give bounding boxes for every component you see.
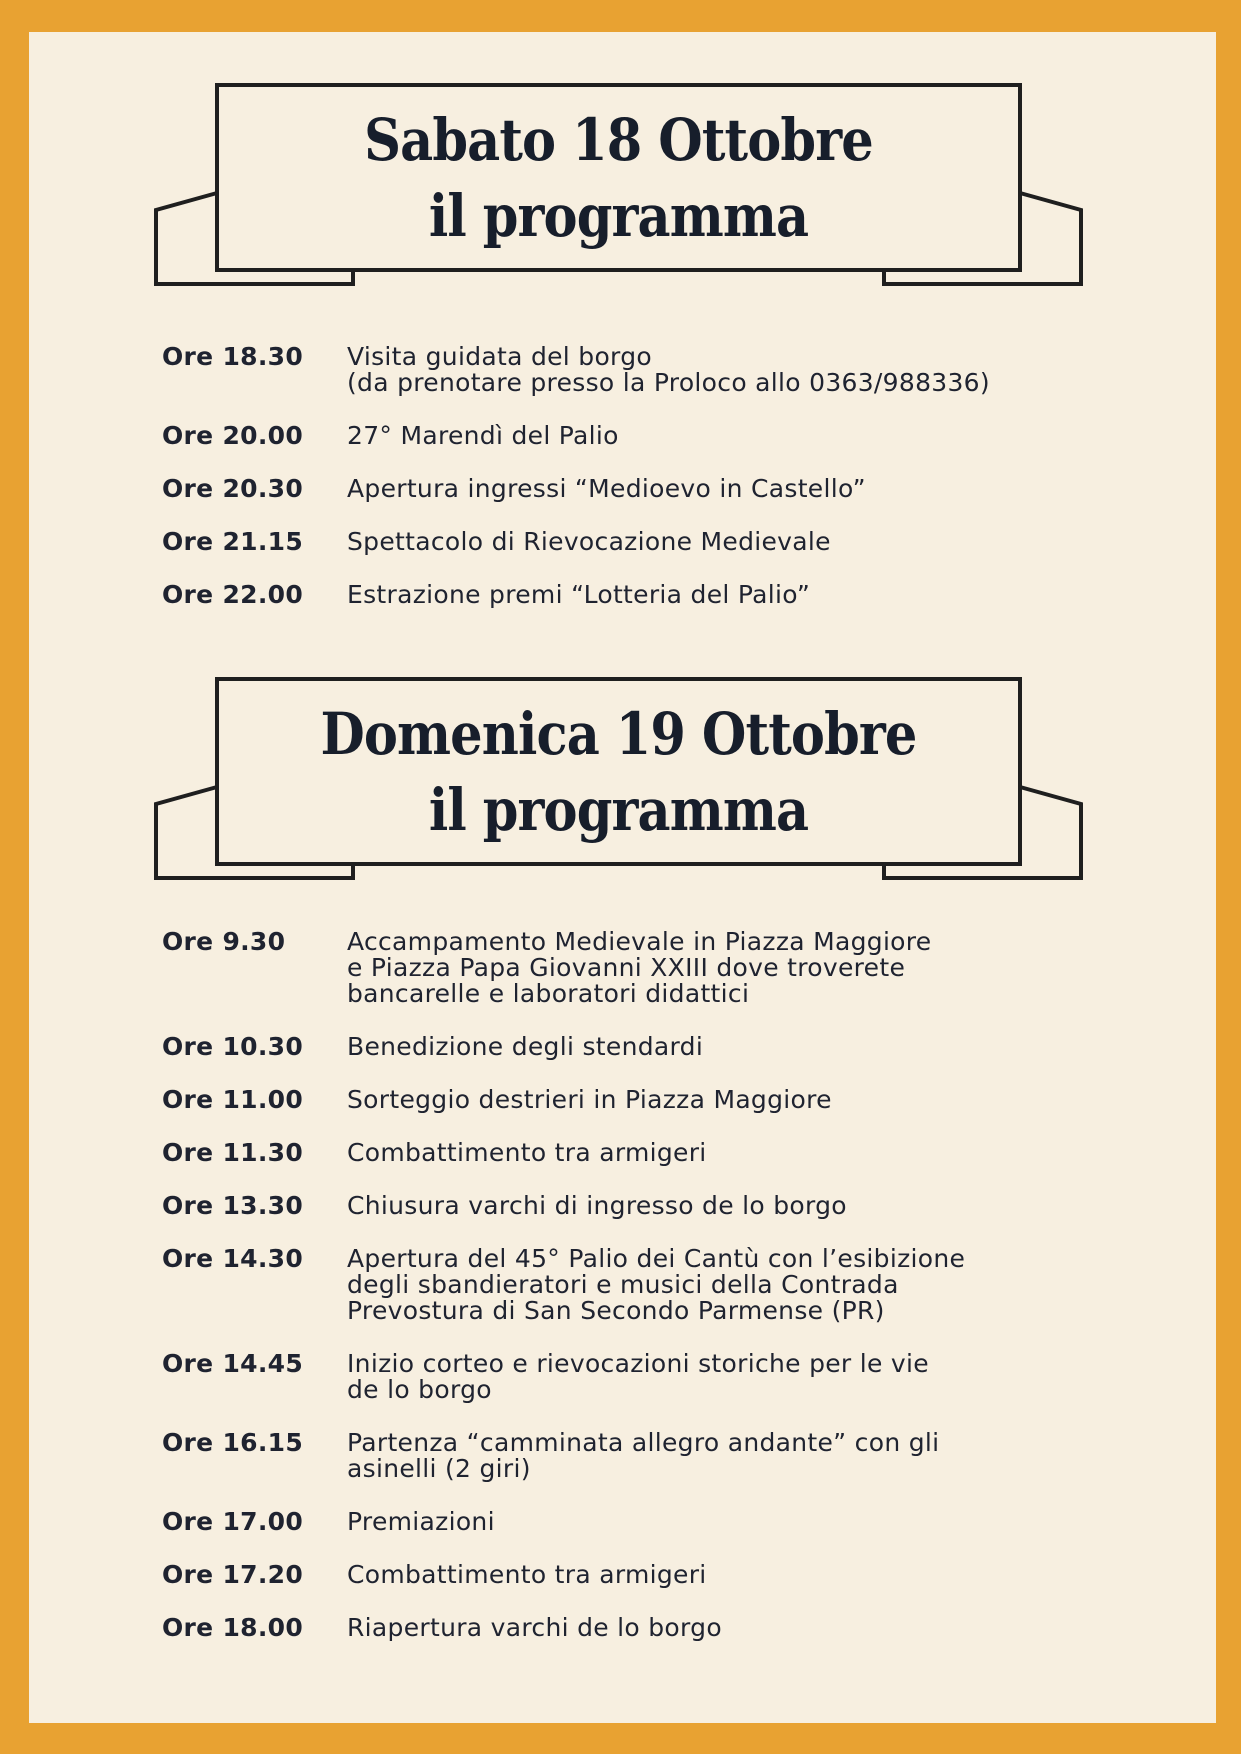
schedule-item bbox=[162, 1140, 1122, 1166]
saturday-title-line2: il programma bbox=[428, 181, 809, 250]
schedule-item bbox=[162, 1246, 1122, 1324]
event-description bbox=[347, 1509, 1122, 1535]
event-description-line: Prevostura di San Secondo Parmense (PR) bbox=[347, 1296, 885, 1325]
event-time: Ore 22.00 bbox=[162, 580, 304, 609]
event-description bbox=[347, 529, 1122, 555]
event-description bbox=[347, 582, 1122, 608]
event-description bbox=[347, 1140, 1122, 1166]
event-description-line: Benedizione degli stendardi bbox=[347, 1032, 704, 1061]
schedule-item bbox=[162, 529, 1122, 555]
event-description-line: Premiazioni bbox=[347, 1507, 495, 1536]
event-time: Ore 20.30 bbox=[162, 474, 304, 503]
event-description-line: (da prenotare presso la Proloco allo 0363/988336) bbox=[347, 368, 990, 397]
event-description-line: Spettacolo di Rievocazione Medievale bbox=[347, 527, 831, 556]
event-description bbox=[347, 1615, 1122, 1641]
event-description-line: Sorteggio destrieri in Piazza Maggiore bbox=[347, 1085, 832, 1114]
event-description-line: e Piazza Papa Giovanni XXIII dove troverete bbox=[347, 953, 906, 982]
event-description bbox=[347, 1246, 1122, 1324]
event-description bbox=[347, 929, 1122, 1007]
event-description-line: Chiusura varchi di ingresso de lo borgo bbox=[347, 1191, 847, 1220]
event-description-line: Partenza “camminata allegro andante” con gli bbox=[347, 1428, 940, 1457]
event-time: Ore 11.30 bbox=[162, 1138, 304, 1167]
event-time: Ore 20.00 bbox=[162, 421, 304, 450]
event-description bbox=[347, 476, 1122, 502]
schedule-item bbox=[162, 1351, 1122, 1403]
schedule-item bbox=[162, 423, 1122, 449]
event-description-line: Visita guidata del borgo bbox=[347, 342, 652, 371]
schedule-item bbox=[162, 1562, 1122, 1588]
event-description-line: Accampamento Medievale in Piazza Maggiore bbox=[347, 927, 932, 956]
event-description-line: 27° Marendì del Palio bbox=[347, 421, 619, 450]
event-description-line: Apertura del 45° Palio dei Cantù con l’esibizione bbox=[347, 1244, 966, 1273]
schedule-item bbox=[162, 1509, 1122, 1535]
saturday-title bbox=[265, 83, 972, 272]
event-description bbox=[347, 1562, 1122, 1588]
event-description-line: Inizio corteo e rievocazioni storiche per le vie bbox=[347, 1349, 929, 1378]
event-description bbox=[347, 1087, 1122, 1113]
event-description-line: Combattimento tra armigeri bbox=[347, 1560, 707, 1589]
event-description-line: Estrazione premi “Lotteria del Palio” bbox=[347, 580, 811, 609]
event-description bbox=[347, 1193, 1122, 1219]
sunday-title-line1: Domenica 19 Ottobre bbox=[320, 699, 917, 768]
event-time: Ore 16.15 bbox=[162, 1428, 304, 1457]
event-time: Ore 10.30 bbox=[162, 1032, 304, 1061]
schedule-item bbox=[162, 582, 1122, 608]
saturday-banner bbox=[150, 83, 1090, 293]
sunday-banner bbox=[150, 677, 1090, 887]
schedule-item bbox=[162, 476, 1122, 502]
event-description-line: Apertura ingressi “Medioevo in Castello” bbox=[347, 474, 866, 503]
event-description-line: degli sbandieratori e musici della Contrada bbox=[347, 1270, 899, 1299]
sunday-title-line2: il programma bbox=[428, 775, 809, 844]
event-description-line: bancarelle e laboratori didattici bbox=[347, 979, 750, 1008]
event-time: Ore 13.30 bbox=[162, 1191, 304, 1220]
event-time: Ore 17.20 bbox=[162, 1560, 304, 1589]
event-description-line: Riapertura varchi de lo borgo bbox=[347, 1613, 722, 1642]
schedule-item bbox=[162, 1087, 1122, 1113]
schedule-item bbox=[162, 1193, 1122, 1219]
event-time: Ore 18.00 bbox=[162, 1613, 304, 1642]
schedule-item bbox=[162, 1034, 1122, 1060]
event-description bbox=[347, 1034, 1122, 1060]
event-description-line: asinelli (2 giri) bbox=[347, 1454, 531, 1483]
saturday-title-line1: Sabato 18 Ottobre bbox=[364, 105, 873, 174]
event-description bbox=[347, 1351, 1122, 1403]
schedule-item bbox=[162, 929, 1122, 1007]
sunday-schedule bbox=[162, 929, 1122, 1668]
schedule-item bbox=[162, 344, 1122, 396]
event-description bbox=[347, 1430, 1122, 1482]
saturday-schedule bbox=[162, 344, 1122, 635]
event-time: Ore 21.15 bbox=[162, 527, 304, 556]
event-time: Ore 14.45 bbox=[162, 1349, 304, 1378]
event-description bbox=[347, 423, 1122, 449]
event-time: Ore 11.00 bbox=[162, 1085, 304, 1114]
event-description-line: Combattimento tra armigeri bbox=[347, 1138, 707, 1167]
sunday-title bbox=[265, 677, 972, 866]
event-description-line: de lo borgo bbox=[347, 1375, 492, 1404]
schedule-item bbox=[162, 1430, 1122, 1482]
event-description bbox=[347, 344, 1122, 396]
event-time: Ore 17.00 bbox=[162, 1507, 304, 1536]
event-time: Ore 9.30 bbox=[162, 927, 286, 956]
schedule-item bbox=[162, 1615, 1122, 1641]
event-time: Ore 14.30 bbox=[162, 1244, 304, 1273]
event-time: Ore 18.30 bbox=[162, 342, 304, 371]
